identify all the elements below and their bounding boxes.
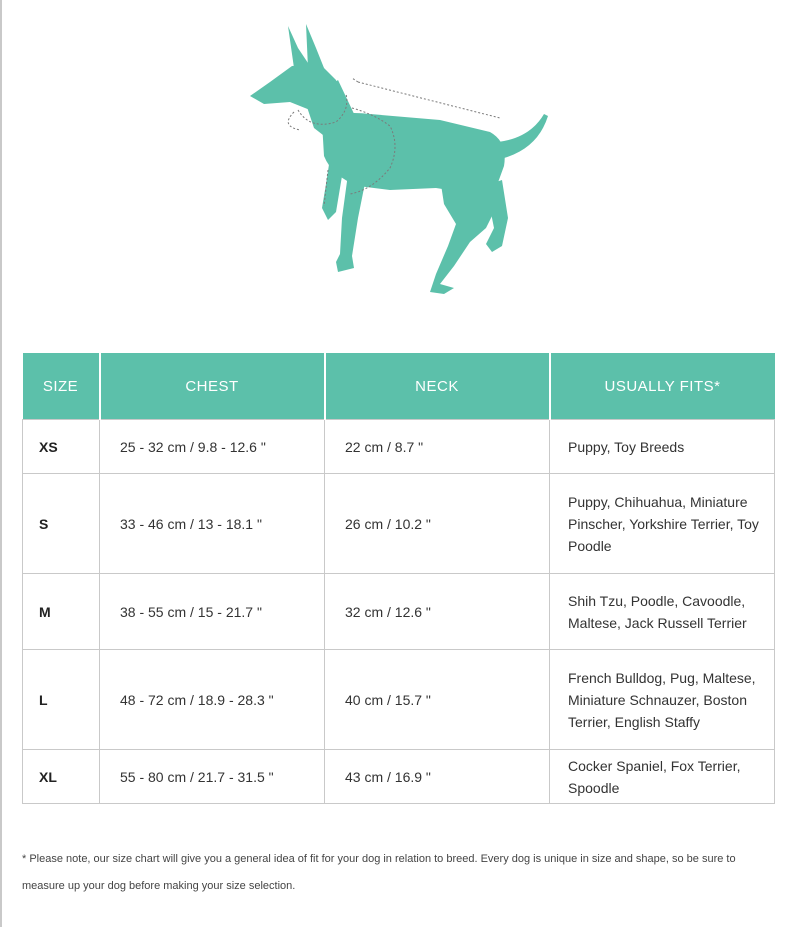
header-neck: NECK (325, 353, 550, 420)
neck-value: 40 cm / 15.7 " (325, 650, 550, 750)
chest-value: 33 - 46 cm / 13 - 18.1 " (100, 474, 325, 574)
neck-value: 43 cm / 16.9 " (325, 750, 550, 804)
table-header-row (23, 353, 775, 420)
size-value: XL (23, 750, 100, 804)
chest-value: 55 - 80 cm / 21.7 - 31.5 " (100, 750, 325, 804)
table-row (23, 420, 775, 474)
header-usually-fits: USUALLY FITS* (550, 353, 775, 420)
size-disclaimer-note: * Please note, our size chart will give you a general idea of fit for your dog in relation to breed. Every dog is unique in size and shape, so be sure to measure up your dog before making your size selection. (22, 853, 736, 892)
fits-value: Puppy, Chihuahua, Miniature Pinscher, Yorkshire Terrier, Toy Poodle (550, 474, 775, 574)
fits-value: Cocker Spaniel, Fox Terrier, Spoodle (550, 750, 775, 804)
chest-value: 38 - 55 cm / 15 - 21.7 " (100, 574, 325, 650)
size-chart-table (22, 353, 775, 804)
dog-measurement-icon (240, 18, 560, 300)
header-chest: CHEST (100, 353, 325, 420)
fits-value: French Bulldog, Pug, Maltese, Miniature Schnauzer, Boston Terrier, English Staffy (550, 650, 775, 750)
neck-value: 32 cm / 12.6 " (325, 574, 550, 650)
table-row (23, 574, 775, 650)
table-row (23, 650, 775, 750)
size-value: S (23, 474, 100, 574)
table-row (23, 474, 775, 574)
fits-value: Puppy, Toy Breeds (550, 420, 775, 474)
size-value: XS (23, 420, 100, 474)
fits-value: Shih Tzu, Poodle, Cavoodle, Maltese, Jack Russell Terrier (550, 574, 775, 650)
size-value: L (23, 650, 100, 750)
size-value: M (23, 574, 100, 650)
chest-value: 48 - 72 cm / 18.9 - 28.3 " (100, 650, 325, 750)
neck-value: 26 cm / 10.2 " (325, 474, 550, 574)
header-size: SIZE (23, 353, 100, 420)
neck-value: 22 cm / 8.7 " (325, 420, 550, 474)
table-row (23, 750, 775, 804)
chest-value: 25 - 32 cm / 9.8 - 12.6 " (100, 420, 325, 474)
left-border-rule (0, 0, 2, 927)
